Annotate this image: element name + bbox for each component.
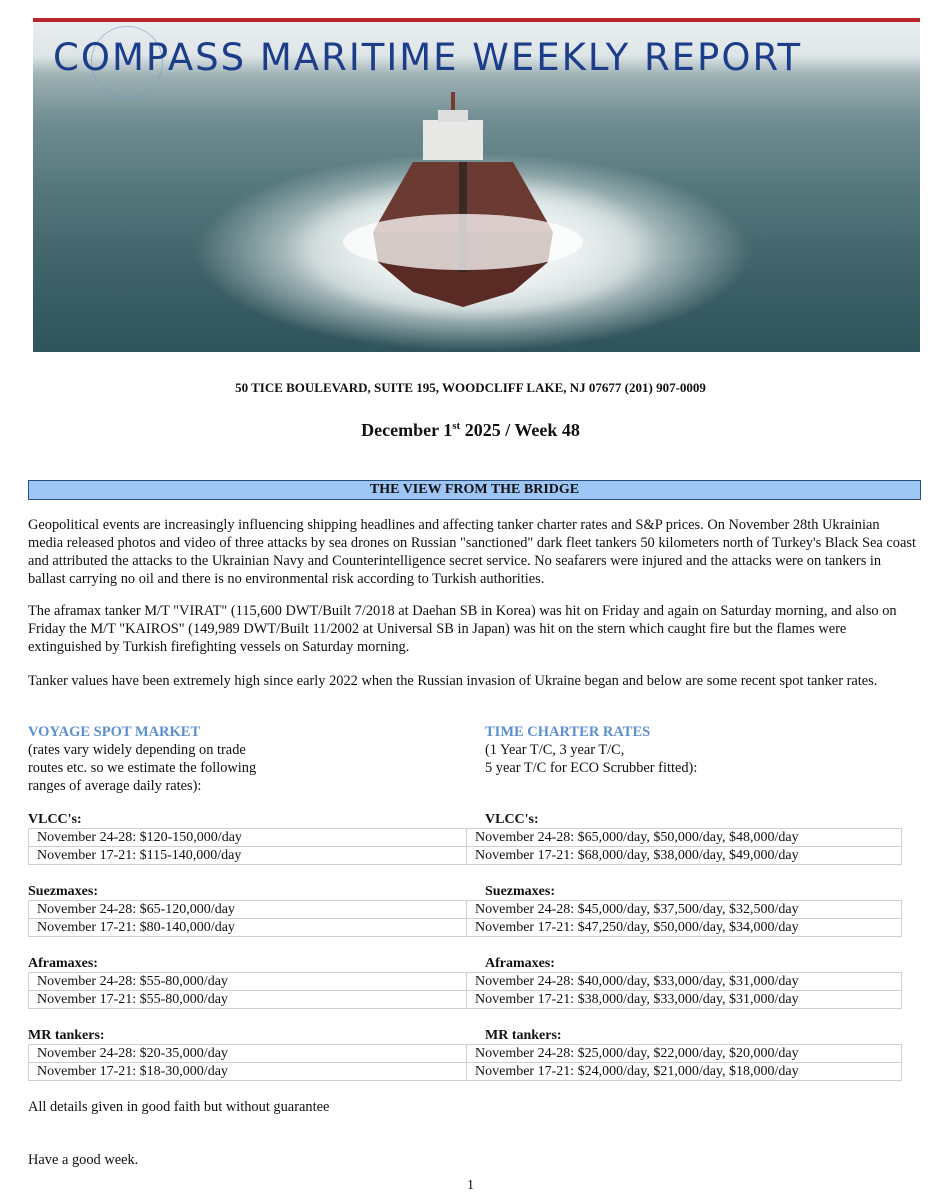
tc-title: TIME CHARTER RATES [485, 724, 651, 740]
voyage-spot-header [28, 724, 256, 795]
table-row [29, 991, 902, 1009]
address: 50 TICE BOULEVARD, SUITE 195, WOODCLIFF LAKE, NJ 07677 (201) 907-0009 [235, 380, 706, 395]
date-text: December 1 [361, 420, 453, 440]
rates-table [28, 828, 902, 865]
spot-rate-cell: November 24-28: $65-120,000/day [29, 901, 467, 919]
tc-rate-cell: November 17-21: $24,000/day, $21,000/day, $18,000/day [467, 1063, 902, 1081]
paragraph-1: Geopolitical events are increasingly influencing shipping headlines and affecting tanker charter rates and S&P prices. On November 28th Ukrainian media released photos and video of three attacks by sea drones on Russian "sanctioned" dark fleet tankers 50 kilometers north of Turkey's Black Sea coast and attributed the attacks to the Ukrainian Navy and Counterintelligence secret service. No seafarers were injured and the attacks were on tankers in ballast carrying no oil and there is no environmental risk according to Turkish authorities. [28, 517, 916, 587]
voyage-note: (rates vary widely depending on trade [28, 742, 246, 758]
tc-rate-cell: November 17-21: $38,000/day, $33,000/day, $31,000/day [467, 991, 902, 1009]
spot-rate-cell: November 17-21: $55-80,000/day [29, 991, 467, 1009]
voyage-title: VOYAGE SPOT MARKET [28, 724, 201, 740]
table-row [29, 1063, 902, 1081]
tc-rate-cell: November 24-28: $25,000/day, $22,000/day, $20,000/day [467, 1045, 902, 1063]
paragraph-3: Tanker values have been extremely high since early 2022 when the Russian invasion of Ukraine began and below are some recent spot tanker rates. [28, 673, 878, 689]
section-title: THE VIEW FROM THE BRIDGE [28, 480, 921, 500]
spot-rate-cell: November 17-21: $115-140,000/day [29, 847, 467, 865]
tc-note: 5 year T/C for ECO Scrubber fitted): [485, 760, 698, 776]
category-label-spot: Suezmaxes: [28, 884, 98, 899]
tc-note: (1 Year T/C, 3 year T/C, [485, 742, 625, 758]
paragraph-2: The aframax tanker M/T "VIRAT" (115,600 DWT/Built 7/2018 at Daehan SB in Korea) was hit on Friday and again on Saturday morning, and also on Friday the M/T "KAIROS" (149,989 DWT/Built 11/2002 at Universal SB in Japan) was hit on the stern which caught fire but the flames were extinguished by Turkish firefighting vessels on Saturday morning. [28, 603, 897, 655]
page-number: 1 [467, 1178, 474, 1193]
spot-rate-cell: November 17-21: $18-30,000/day [29, 1063, 467, 1081]
spot-rate-cell: November 24-28: $55-80,000/day [29, 973, 467, 991]
header-banner-image [33, 18, 920, 352]
report-title: COMPASS MARITIME WEEKLY REPORT [53, 36, 803, 79]
tanker-ship-icon [313, 92, 613, 352]
rates-table [28, 900, 902, 937]
table-row [29, 847, 902, 865]
closing: Have a good week. [28, 1152, 139, 1168]
table-row [29, 901, 902, 919]
category-label-tc: Suezmaxes: [485, 884, 555, 899]
category-label-spot: MR tankers: [28, 1028, 105, 1043]
spot-rate-cell: November 17-21: $80-140,000/day [29, 919, 467, 937]
date-suffix: st [452, 420, 461, 432]
tc-rate-cell: November 24-28: $65,000/day, $50,000/day, $48,000/day [467, 829, 902, 847]
spot-rate-cell: November 24-28: $120-150,000/day [29, 829, 467, 847]
category-label-tc: VLCC's: [485, 812, 539, 827]
time-charter-header [485, 724, 697, 777]
disclaimer: All details given in good faith but without guarantee [28, 1099, 330, 1115]
category-label-tc: MR tankers: [485, 1028, 562, 1043]
rates-table [28, 1044, 902, 1081]
table-row [29, 829, 902, 847]
voyage-note: ranges of average daily rates): [28, 778, 202, 794]
tc-rate-cell: November 24-28: $40,000/day, $33,000/day, $31,000/day [467, 973, 902, 991]
category-label-spot: Aframaxes: [28, 956, 98, 971]
category-label-tc: Aframaxes: [485, 956, 555, 971]
spot-rate-cell: November 24-28: $20-35,000/day [29, 1045, 467, 1063]
table-row [29, 1045, 902, 1063]
report-date [0, 420, 941, 441]
rates-table [28, 972, 902, 1009]
voyage-note: routes etc. so we estimate the following [28, 760, 257, 776]
category-label-spot: VLCC's: [28, 812, 82, 827]
tc-rate-cell: November 17-21: $68,000/day, $38,000/day, $49,000/day [467, 847, 902, 865]
table-row [29, 919, 902, 937]
week-text: 2025 / Week 48 [460, 420, 580, 440]
table-row [29, 973, 902, 991]
tc-rate-cell: November 24-28: $45,000/day, $37,500/day, $32,500/day [467, 901, 902, 919]
tc-rate-cell: November 17-21: $47,250/day, $50,000/day, $34,000/day [467, 919, 902, 937]
